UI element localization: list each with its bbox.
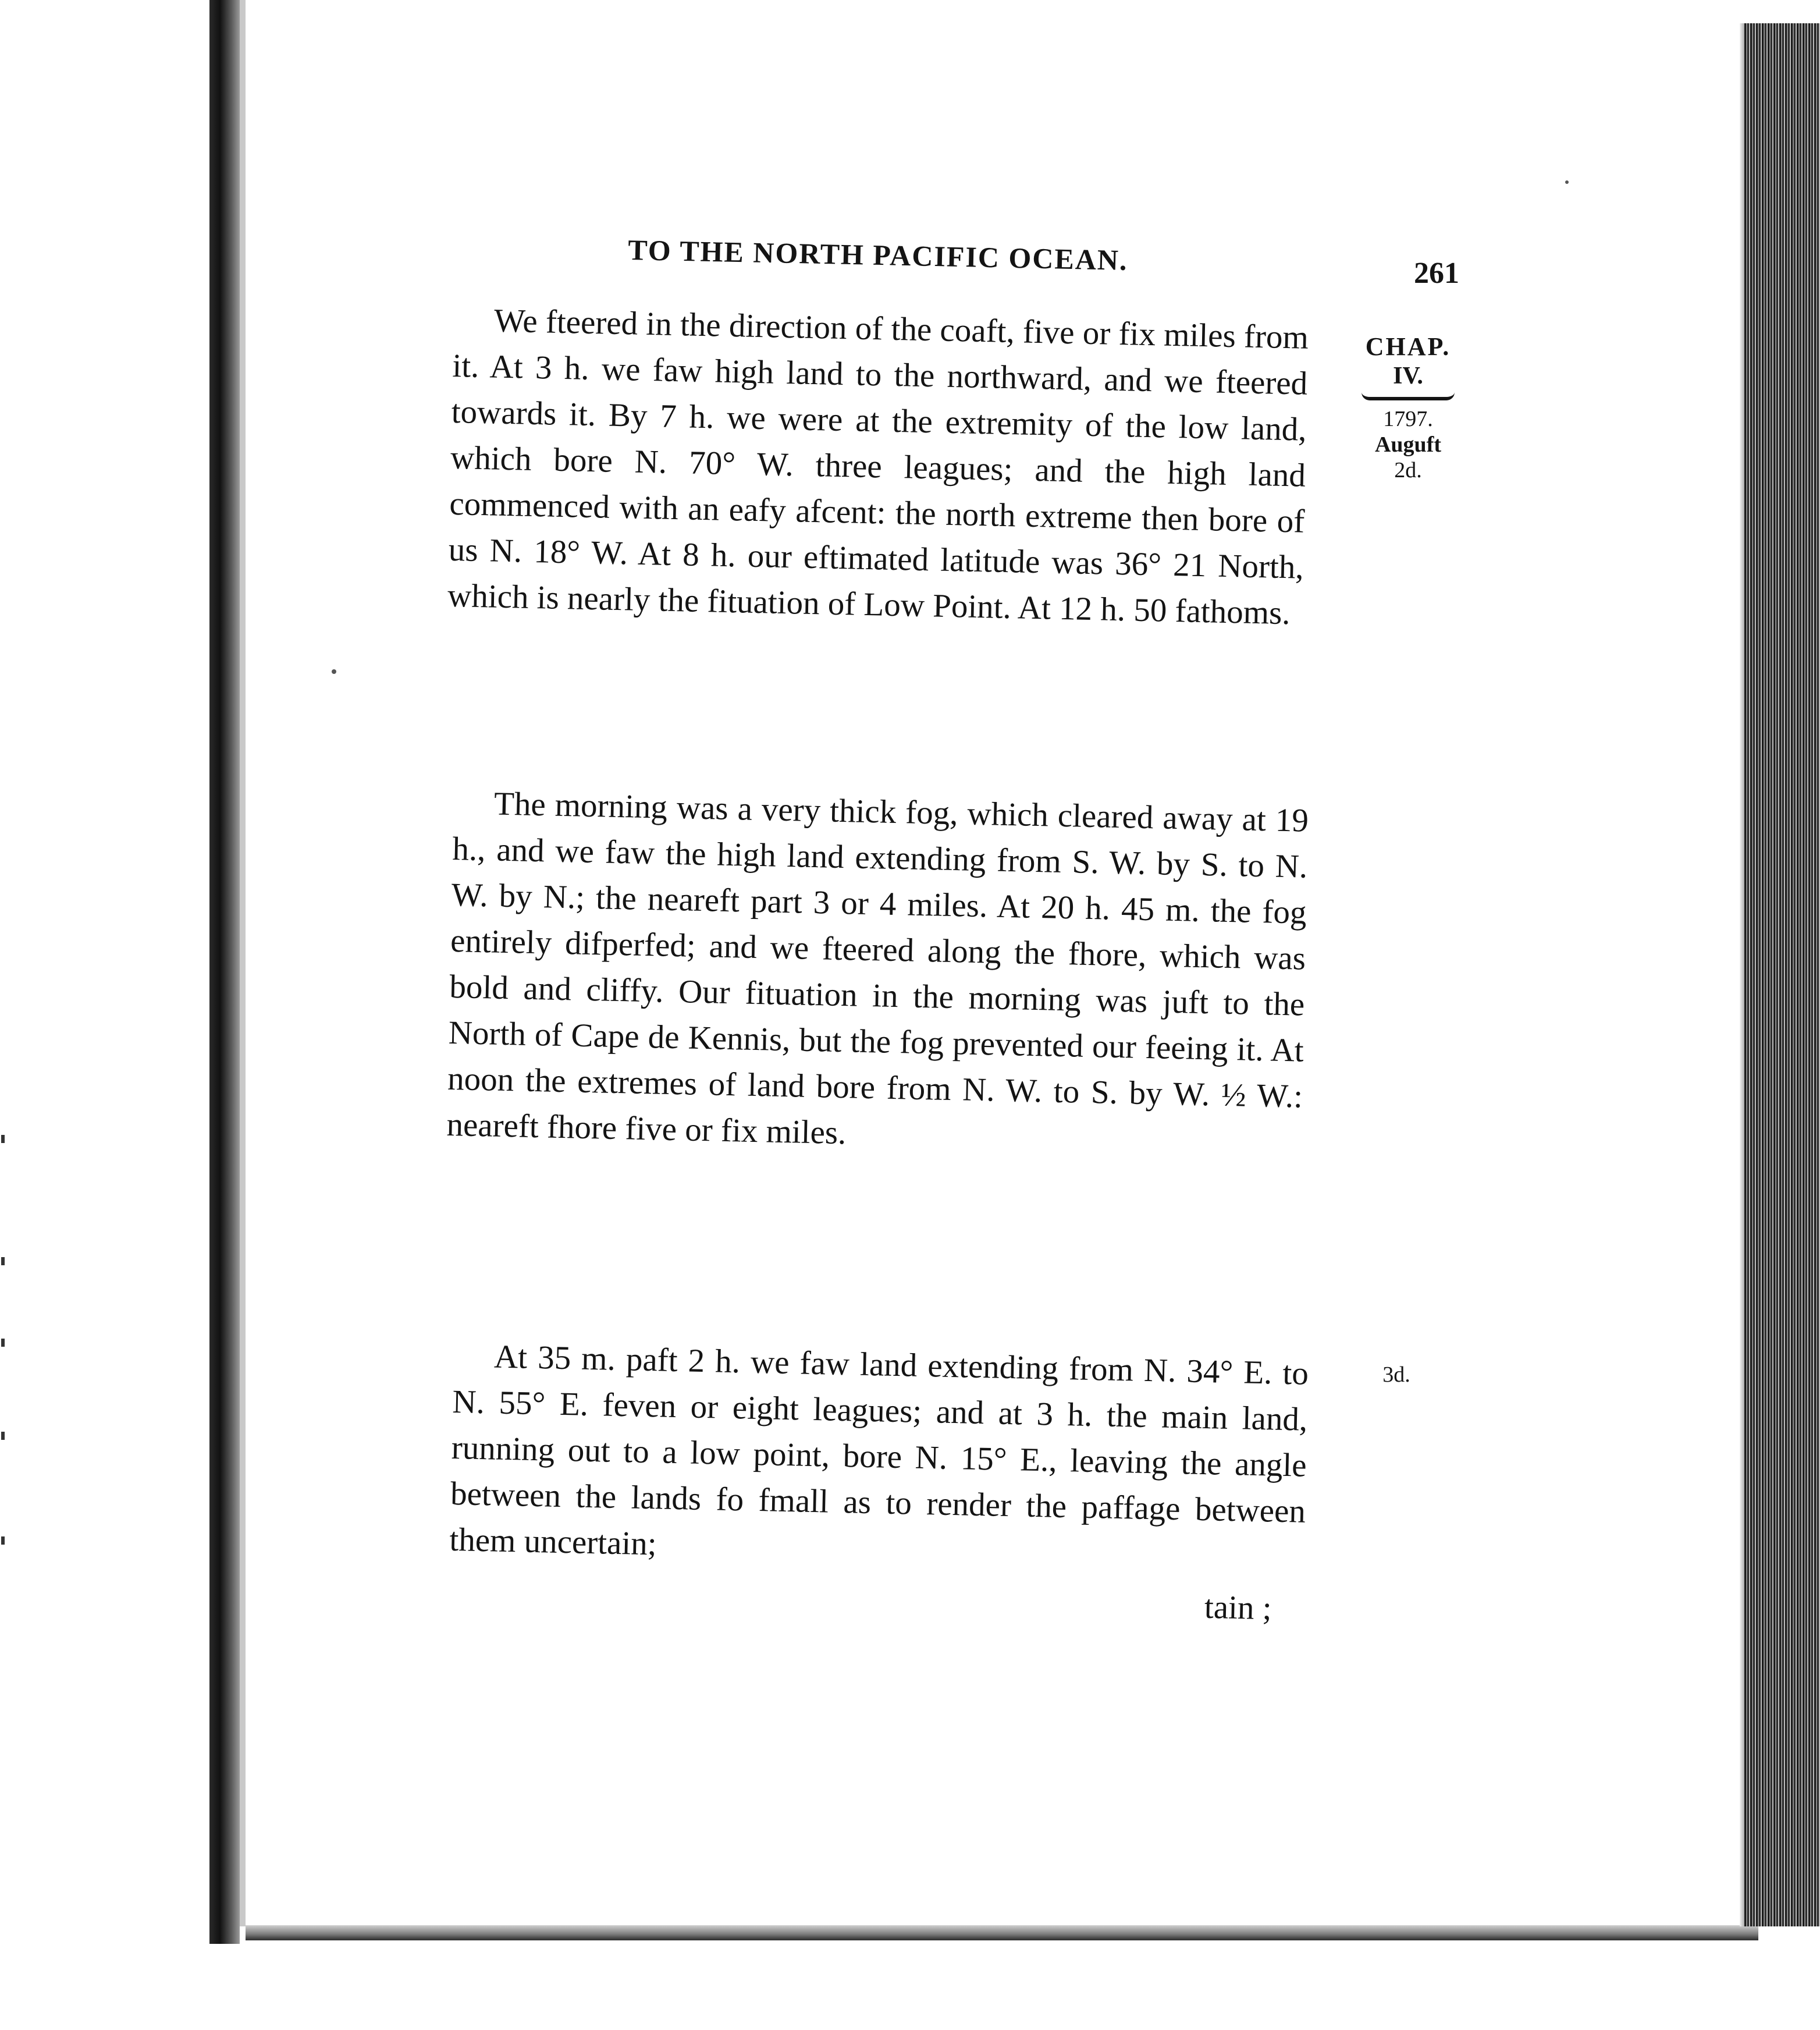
paragraph-3: [449, 1333, 1309, 1581]
gutter-shadow: [240, 0, 246, 1926]
margin-year: 1797.: [1383, 407, 1433, 431]
margin-note-chapter: [1344, 332, 1472, 483]
paragraph-text: We fteered in the direction of the coaft, five or fix miles from it. At 3 h. we faw high land to the northward, and we fteered towards it. By 7 h. we were at the extremity of the low land, which bore N. 70° W. three leagues; and the high land commenced with an eafy afcent: the north extreme then bore of us N. 18° W. At 8 h. our eftimated latitude was 36° 21 North, which is nearly the fituation of Low Point. At 12 h. 50 fathoms.: [447, 302, 1309, 632]
running-head: TO THE NORTH PACIFIC OCEAN.: [627, 233, 1129, 276]
margin-note-date: [1344, 1362, 1449, 1387]
chapter-rule: [1362, 392, 1455, 400]
margin-day: 2d.: [1394, 458, 1422, 482]
paragraph-2: [446, 780, 1309, 1166]
right-page-edges: [1744, 23, 1820, 1926]
paragraph-text: At 35 m. paft 2 h. we faw land extending from N. 34° E. to N. 55° E. feven or eight leagues; and at 3 h. the main land, running out to a low point, bore N. 15° E., leaving the angle between the lands fo fmall as to render the paffage between them uncertain;: [449, 1338, 1309, 1563]
left-page-edge: [0, 0, 209, 2030]
binding-gutter: [209, 0, 240, 1944]
bottom-page-edge: [246, 1925, 1758, 1940]
catchword: tain ;: [1204, 1588, 1272, 1627]
page-number: 261: [1414, 257, 1459, 290]
paragraph-1: [447, 297, 1309, 637]
margin-month: Auguft: [1374, 432, 1442, 457]
chapter-number: IV.: [1393, 363, 1423, 389]
paragraph-text: The morning was a very thick fog, which cleared away at 19 h., and we faw the high land extending from S. W. by S. to N. W. by N.; the neareft part 3 or 4 miles. At 20 h. 45 m. the fog entirely difperfed; and we fteered along the fhore, which was bold and cliffy. Our fituation in the morning was juft to the North of Cape de Kennis, but the fog prevented our feeing it. At noon the extremes of land bore from N. W. to S. by W. ½ W.: neareft fhore five or fix miles.: [446, 785, 1309, 1152]
chapter-label: CHAP.: [1365, 332, 1451, 361]
margin-day: 3d.: [1382, 1362, 1410, 1387]
